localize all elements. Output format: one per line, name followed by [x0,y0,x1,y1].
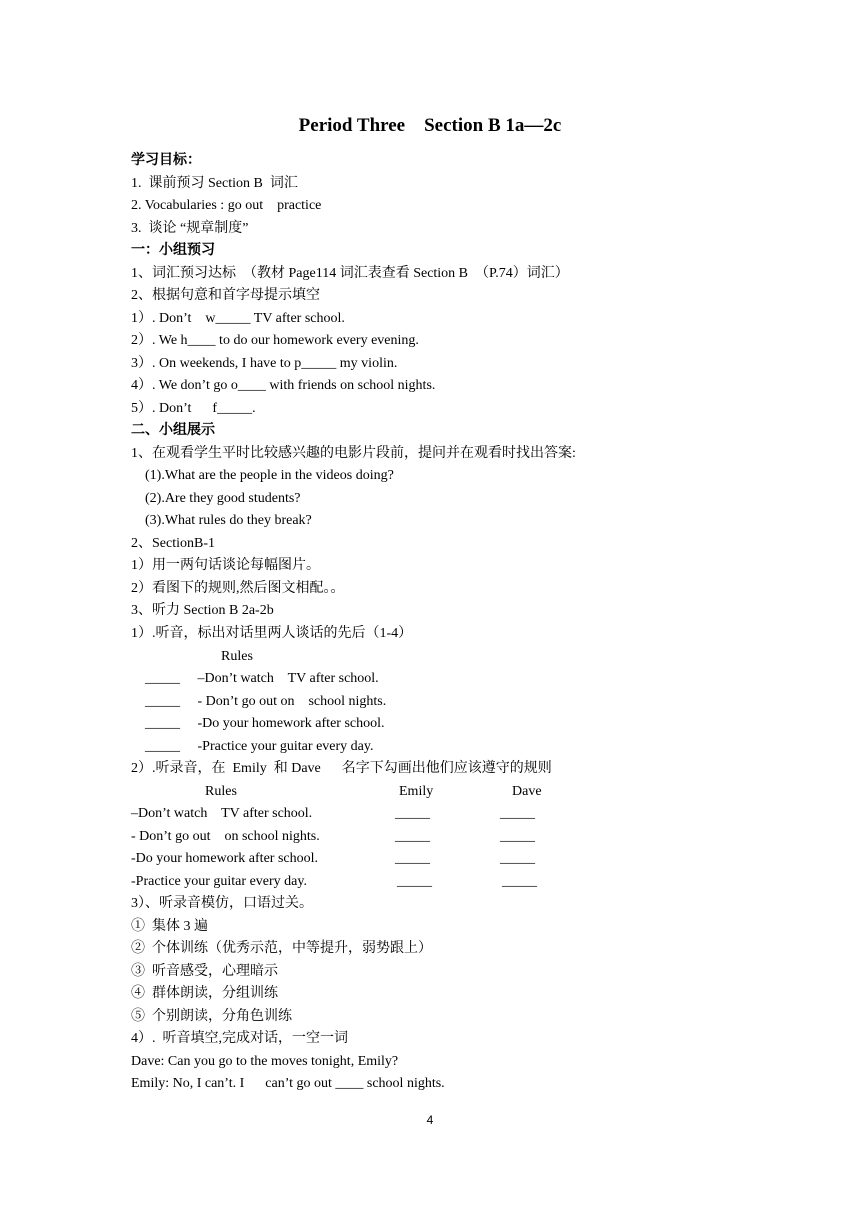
emily-blank: _____ [395,829,430,844]
dialogue-line: Emily: No, I can’t. I can’t go out ____ school nights. [131,1076,445,1091]
sectionb1-item: 1）用一两句话谈论每幅图片。 [131,558,320,573]
question-item: (3).What rules do they break? [145,513,312,528]
page-number: 4 [426,1113,434,1127]
table-rule: -Practice your guitar every day. [131,874,307,889]
check-task: 2）.听录音，在 Emily 和 Dave 名字下勾画出他们应该遵守的规则 [131,761,552,776]
emily-blank: _____ [395,806,430,821]
fill-task: 2、根据句意和首字母提示填空 [131,288,320,303]
question-item: (1).What are the people in the videos doing? [145,468,394,483]
blank-sentence: 1）. Don’t w_____ TV after school. [131,311,345,326]
dave-blank: _____ [500,806,535,821]
order-rule: _____ –Don’t watch TV after school. [145,671,379,686]
order-rule: _____ - Don’t go out on school nights. [145,694,387,709]
imitate-task: 3）、听录音模仿，口语过关。 [131,896,313,911]
blank-sentence: 5）. Don’t f_____. [131,401,256,416]
table-rule: –Don’t watch TV after school. [131,806,313,821]
part2-heading: 二、小组展示 [131,423,215,438]
blank-sentence: 4）. We don’t go o____ with friends on school nights. [131,378,436,393]
dave-blank: _____ [502,874,537,889]
emily-blank: _____ [397,874,432,889]
page-title: Period Three Section B 1a—2c [298,115,562,136]
listening-heading: 3、听力 Section B 2a-2b [131,603,274,618]
objectives-heading: 学习目标： [131,153,201,168]
dialogue-line: Dave: Can you go to the moves tonight, Emily? [131,1054,399,1069]
order-rule: _____ -Do your homework after school. [145,716,385,731]
objective-item: 3. 谈论 “规章制度” [131,221,249,236]
rules-label: Rules [221,649,253,664]
table-rule: - Don’t go out on school nights. [131,829,320,844]
part1-heading: 一：小组预习 [131,243,215,258]
question-item: (2).Are they good students? [145,491,301,506]
order-rule: _____ -Practice your guitar every day. [145,739,374,754]
imitate-item: ③ 听音感受，心理暗示 [131,964,278,979]
table-head-emily: Emily [399,784,434,799]
table-head-rules: Rules [205,784,237,799]
blank-sentence: 2）. We h____ to do our homework every evening. [131,333,419,348]
sectionb1-item: 2）看图下的规则,然后图文相配。。 [131,581,345,596]
order-task: 1）.听音，标出对话里两人谈话的先后（1-4） [131,626,413,641]
imitate-item: ① 集体 3 遍 [131,919,208,934]
fill-dialogue-task: 4）. 听音填空,完成对话，一空一词 [131,1031,348,1046]
sectionb1-heading: 2、SectionB-1 [131,536,215,551]
emily-blank: _____ [395,851,430,866]
table-rule: -Do your homework after school. [131,851,319,866]
table-head-dave: Dave [512,784,542,799]
imitate-item: ④ 群体朗读，分组训练 [131,986,278,1001]
blank-sentence: 3）. On weekends, I have to p_____ my violin. [131,356,398,371]
objective-item: 2. Vocabularies : go out practice [131,198,322,213]
dave-blank: _____ [500,851,535,866]
video-intro: 1、在观看学生平时比较感兴趣的电影片段前，提问并在观看时找出答案: [131,446,576,461]
imitate-item: ⑤ 个别朗读，分角色训练 [131,1009,292,1024]
imitate-item: ② 个体训练（优秀示范，中等提升，弱势跟上） [131,941,432,956]
objective-item: 1. 课前预习 Section B 词汇 [131,176,298,191]
vocab-task: 1、词汇预习达标 （教材 Page114 词汇表查看 Section B （P.74）词汇） [131,266,569,281]
dave-blank: _____ [500,829,535,844]
